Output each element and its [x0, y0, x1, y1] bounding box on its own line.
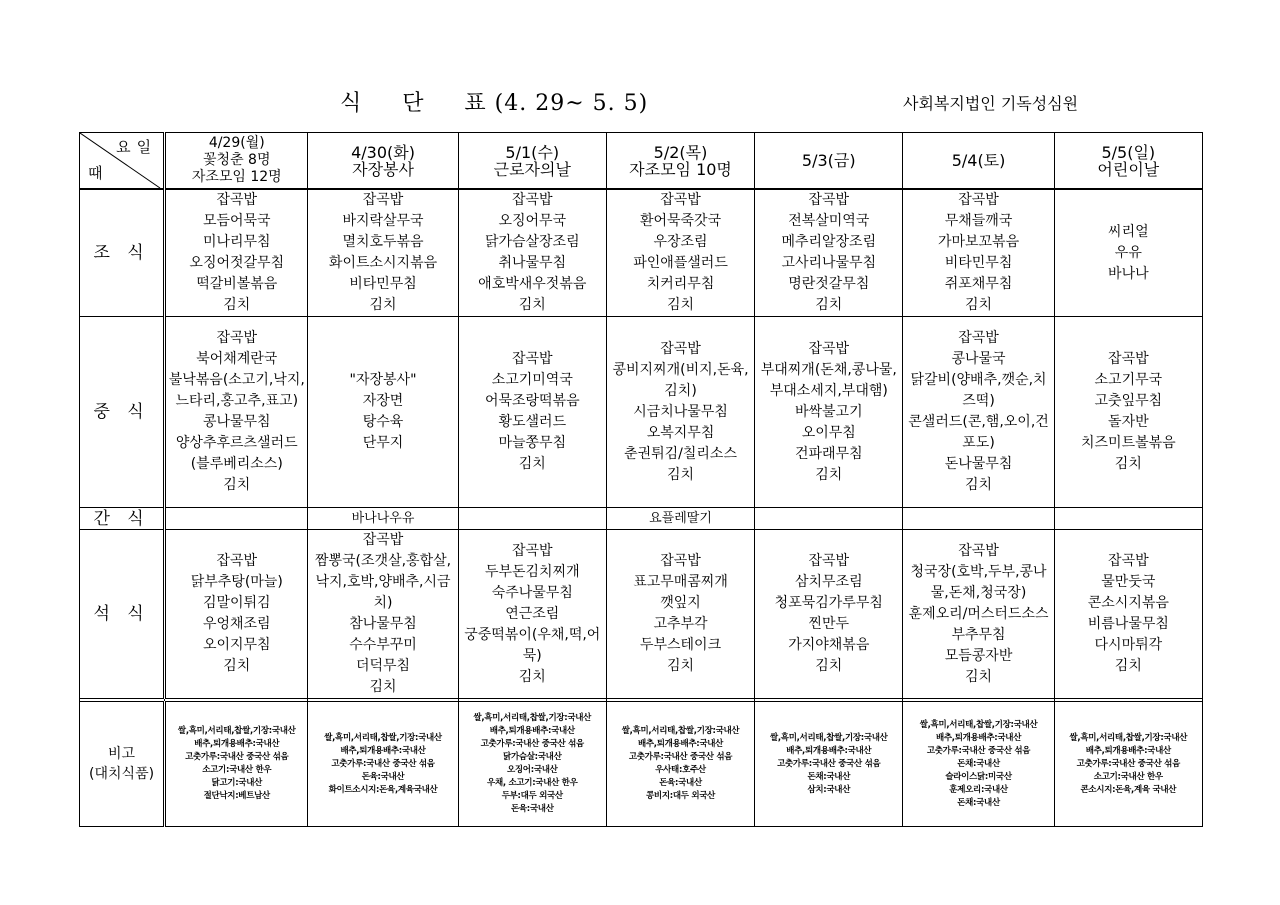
origin-line: 돈육:국내산	[510, 804, 554, 814]
menu-item: 무채들깨국	[944, 213, 1013, 229]
origin-line: 화이트소시지:돈육,계육국내산	[328, 784, 438, 795]
menu-item: 치즈미트볼볶음	[1081, 435, 1176, 451]
origin-line: 소고기:국내산 한우	[202, 765, 272, 775]
menu-item: 잡곡밥	[1108, 351, 1149, 367]
menu-item: 잡곡밥	[808, 192, 850, 208]
origin-line: 콩비지:대두 외국산	[646, 791, 716, 801]
menu-item: 두부스테이크	[639, 637, 722, 653]
menu-item: 소고기미역국	[491, 372, 573, 388]
menu-item: 콘샐러드(콘,햄,오이,건포도)	[908, 414, 1049, 451]
menu-item: 콩비지찌개(비지,돈육,김치)	[612, 361, 749, 399]
menu-item: 명란젓갈무침	[788, 276, 870, 292]
menu-item: 김치	[667, 466, 695, 483]
menu-item: 김치	[369, 679, 397, 695]
menu-cell	[606, 317, 754, 508]
menu-cell	[308, 530, 458, 699]
menu-cell	[755, 530, 903, 699]
day-header-line: 5/1(수)	[505, 142, 560, 162]
menu-item: 자장면	[362, 393, 404, 409]
menu-item: 잡곡밥	[958, 192, 999, 208]
day-header-line: 자조모임 10명	[629, 159, 732, 179]
menu-item: 오복지무침	[646, 424, 715, 441]
menu-item: 잡곡밥	[958, 330, 999, 346]
menu-item: 비타민무침	[349, 276, 417, 292]
menu-item: 훈제오리/머스터드소스	[908, 605, 1049, 622]
origin-line: 고춧가루:국내산 중국산 섞음	[628, 752, 733, 762]
origin-line: 고춧가루:국내산 중국산 섞음	[926, 745, 1031, 756]
menu-item: 고사리나물무침	[781, 255, 877, 271]
menu-cell	[308, 189, 458, 317]
menu-item: 김치	[518, 456, 546, 472]
menu-item: 비타민무침	[944, 255, 1013, 271]
menu-item: 우유	[1114, 244, 1142, 261]
menu-item: 김치	[815, 466, 843, 483]
origin-line: 쌀,흑미,서리태,찹쌀,기장:국내산	[919, 719, 1038, 730]
menu-item: 연근조림	[505, 605, 560, 622]
day-header-cell	[903, 133, 1054, 190]
menu-item: 잡곡밥	[216, 553, 258, 569]
menu-item: 부추무침	[951, 626, 1006, 643]
menu-table-body	[80, 133, 1203, 827]
page-title: 식 단 표 (4. 29~ 5. 5)	[340, 91, 649, 116]
origin-line: 쌀,흑미,서리태,찹쌀,기장:국내산	[324, 732, 442, 743]
menu-item: 가지야채볶음	[788, 637, 870, 653]
menu-item: 김치	[518, 297, 546, 313]
menu-item: 김치	[223, 658, 251, 674]
origin-line: 배추,퇴개용배추:국내산	[935, 732, 1022, 743]
origin-line: 돈채:국내산	[807, 771, 851, 782]
origin-line: 고춧가루:국내산 중국산 섞음	[480, 739, 584, 749]
menu-item: 북어채계란국	[196, 351, 278, 367]
menu-item: 청포묵김가루무침	[774, 595, 883, 611]
menu-item: 김치	[223, 297, 251, 313]
origin-line: 배추,퇴개용배추:국내산	[1085, 745, 1171, 756]
menu-item: 잡곡밥	[511, 542, 553, 559]
menu-item: 김치	[223, 477, 251, 493]
day-header-line: 4/29(월)	[208, 135, 265, 151]
menu-item: 어묵조랑떡볶음	[484, 393, 580, 409]
origin-cell	[165, 702, 308, 827]
menu-item: 김치	[965, 297, 993, 313]
menu-cell	[755, 189, 903, 317]
menu-cell	[308, 317, 458, 508]
day-header-cell	[165, 133, 308, 190]
menu-item: 돌자반	[1108, 414, 1149, 430]
origin-line: 돈육:국내산	[361, 771, 405, 782]
menu-item: 부대찌개(돈채,콩나물,부대소세지,부대햄)	[760, 361, 897, 399]
menu-cell	[165, 508, 308, 530]
menu-item: 요플레딸기	[649, 510, 712, 526]
menu-item: 잡곡밥	[958, 542, 999, 559]
menu-item: 잡곡밥	[216, 192, 258, 208]
origin-line: 소고기:국내산 한우	[1093, 771, 1163, 782]
meal-header-label: 때	[88, 164, 109, 182]
menu-item: 삼치무조림	[794, 574, 863, 590]
menu-item: 쥐포채무침	[944, 276, 1013, 292]
menu-item: 잡곡밥	[660, 553, 701, 569]
menu-item: 김치	[815, 658, 843, 674]
menu-item: 파인애플샐러드	[633, 255, 728, 271]
menu-item: 모듬콩자반	[944, 647, 1013, 664]
menu-item: 김치	[667, 658, 695, 674]
menu-item: 바나나	[1108, 265, 1149, 282]
origin-line: 훈제오리:국내산	[949, 784, 1008, 795]
menu-item: 궁중떡볶이(우채,떡,어묵)	[464, 626, 601, 664]
menu-cell	[903, 530, 1054, 699]
menu-item: 전복살미역국	[788, 213, 870, 229]
menu-item: 찐만두	[808, 616, 850, 632]
menu-item: 잡곡밥	[511, 192, 553, 208]
menu-item: 콘소시지볶음	[1087, 595, 1169, 611]
origin-label-line: (대치식품)	[89, 766, 155, 782]
menu-cell	[458, 530, 606, 699]
menu-item: 김치	[518, 668, 546, 685]
menu-item: 표고무매콤찌개	[633, 574, 728, 590]
menu-cell	[606, 189, 754, 317]
menu-cell	[458, 189, 606, 317]
menu-cell	[458, 317, 606, 508]
organization-name: 사회복지법인 기독성심원	[903, 94, 1079, 113]
day-header-line: 꽃청춘 8명	[203, 152, 271, 168]
menu-cell	[308, 508, 458, 530]
menu-item: 숙주나물무침	[491, 584, 573, 601]
menu-item: 잡곡밥	[511, 351, 553, 367]
menu-item: 떡갈비볼볶음	[196, 276, 278, 292]
meal-label: 간 식	[80, 508, 165, 530]
menu-item: 치커리무침	[646, 276, 715, 292]
menu-item: 김치	[667, 297, 695, 313]
origin-line: 우사태:호주산	[655, 765, 706, 775]
origin-cell	[755, 702, 903, 827]
day-header-cell	[308, 133, 458, 190]
menu-item: 애호박새우젓볶음	[478, 276, 587, 292]
origin-line: 쌀,흑미,서리태,찹쌀,기장:국내산	[1069, 732, 1188, 743]
origin-line: 배추,퇴개용배추:국내산	[489, 726, 575, 736]
menu-item: 잡곡밥	[362, 192, 404, 208]
day-header-line: 4/30(화)	[351, 142, 415, 162]
menu-item: 두부돈김치찌개	[484, 563, 580, 580]
menu-item: 건파래무침	[794, 445, 863, 462]
day-header-line: 어린이날	[1097, 159, 1160, 179]
day-header-line: 5/2(목)	[653, 142, 708, 162]
origin-line: 배추,퇴개용배추:국내산	[786, 745, 872, 756]
menu-item: 가마보꼬볶음	[937, 234, 1020, 250]
menu-table	[79, 132, 1203, 827]
menu-item: 불낙볶음(소고기,낙지,느타리,홍고추,표고)	[168, 372, 305, 409]
menu-item: 김치	[1114, 456, 1142, 472]
origin-label-line: 비고	[108, 746, 136, 762]
menu-cell	[755, 508, 903, 530]
origin-line: 배추,퇴개용배추:국내산	[340, 745, 426, 756]
day-header-line: 자장봉사	[352, 159, 414, 179]
menu-item: 잡곡밥	[808, 553, 850, 569]
menu-item: 짬뽕국(조갯살,홍합살,낙지,호박,양배추,시금치)	[314, 553, 452, 611]
menu-cell	[903, 189, 1054, 317]
day-header-cell	[1054, 133, 1202, 190]
day-header-cell	[755, 133, 903, 190]
origin-line: 돈육:국내산	[659, 778, 702, 788]
menu-cell	[606, 530, 754, 699]
menu-item: 우장조림	[653, 234, 708, 250]
origin-line: 고춧가루:국내산 중국산 섞음	[185, 752, 289, 762]
menu-item: 닭갈비(양배추,깻순,치즈떡)	[910, 372, 1047, 409]
menu-item: 잡곡밥	[362, 532, 404, 548]
origin-line: 우채, 소고기:국내산 한우	[487, 778, 578, 788]
menu-item: 물만둣국	[1101, 574, 1156, 590]
menu-item: 김말이튀김	[202, 595, 271, 611]
menu-item: 김치	[965, 668, 993, 685]
day-header-cell	[606, 133, 754, 190]
menu-item: 더덕무침	[355, 658, 411, 674]
meal-row	[80, 189, 1203, 317]
menu-item: 김치	[369, 297, 397, 313]
menu-item: 고추부각	[653, 616, 708, 632]
menu-item: 잡곡밥	[660, 192, 701, 208]
origin-line: 배추,퇴개용배추:국내산	[194, 739, 280, 749]
menu-item: 오이지무침	[202, 637, 271, 653]
meal-label: 석 식	[80, 530, 165, 699]
menu-item: 시금치나물무침	[633, 403, 728, 420]
menu-cell	[1054, 508, 1202, 530]
menu-item: 양상추후르츠샐러드(블루베리소스)	[175, 435, 298, 472]
origin-line: 쌀,흑미,서리태,찹쌀,기장:국내산	[177, 726, 296, 736]
menu-item: 단무지	[362, 435, 404, 451]
origin-line: 쌀,흑미,서리태,찹쌀,기장:국내산	[769, 732, 888, 743]
origin-cell	[458, 702, 606, 827]
day-header-line: 5/3(금)	[801, 151, 856, 170]
origin-cell	[308, 702, 458, 827]
menu-item: 닭부추탕(마늘)	[190, 574, 283, 590]
menu-item: 멸치호두볶음	[342, 234, 424, 250]
menu-item: 콩나물무침	[202, 414, 271, 430]
menu-cell	[755, 317, 903, 508]
menu-item: 씨리얼	[1108, 223, 1149, 240]
menu-item: 탕수육	[362, 414, 404, 430]
origin-line: 슬라이스닭:미국산	[945, 771, 1012, 782]
origin-line: 삼치:국내산	[807, 784, 851, 795]
meal-row	[80, 530, 1203, 699]
origin-line: 콘소시지:돈육,계육 국내산	[1080, 784, 1177, 795]
menu-item: 잡곡밥	[1108, 553, 1149, 569]
menu-item: 화이트소시지볶음	[328, 255, 438, 271]
origin-line: 닭고기:국내산	[211, 778, 263, 788]
menu-item: 우엉채조림	[202, 616, 271, 632]
menu-item: 잡곡밥	[660, 340, 701, 357]
menu-item: 바나나우유	[351, 510, 415, 526]
menu-item: 황도샐러드	[498, 414, 567, 430]
menu-item: 바지락살무국	[342, 213, 424, 229]
menu-cell	[903, 317, 1054, 508]
menu-item: 마늘쫑무침	[498, 435, 567, 451]
menu-item: 비름나물무침	[1087, 616, 1169, 632]
menu-item: 오징어젓갈무침	[189, 255, 285, 271]
meal-row	[80, 317, 1203, 508]
menu-item: 오징어무국	[498, 213, 567, 229]
day-header-line: 근로자의날	[493, 159, 571, 179]
origin-line: 돈채:국내산	[957, 758, 1000, 769]
menu-item: 청국장(호박,두부,콩나물,돈채,청국장)	[910, 563, 1047, 601]
origin-line: 돈채:국내산	[957, 797, 1000, 808]
menu-item: "자장봉사"	[349, 372, 417, 388]
menu-item: 취나물무침	[498, 255, 567, 271]
menu-item: 잡곡밥	[808, 340, 850, 357]
menu-item: 미나리무침	[202, 234, 271, 250]
origin-line: 절단낙지:베트남산	[203, 791, 270, 801]
header-row	[80, 133, 1203, 190]
menu-cell	[903, 508, 1054, 530]
day-header-line: 5/4(토)	[951, 151, 1006, 170]
day-header-line: 5/5(일)	[1101, 142, 1156, 162]
origin-cell	[606, 702, 754, 827]
menu-cell	[458, 508, 606, 530]
menu-item: 수수부꾸미	[349, 637, 417, 653]
menu-cell	[606, 508, 754, 530]
weekday-header-label: 요일	[116, 138, 158, 156]
menu-item: 참나물무침	[349, 616, 417, 632]
menu-item: 소고기무국	[1094, 372, 1163, 388]
menu-cell	[1054, 530, 1202, 699]
menu-item: 메추리알장조림	[781, 234, 877, 250]
menu-item: 바싹불고기	[794, 403, 863, 420]
origin-cell	[1054, 702, 1202, 827]
menu-item: 모듬어묵국	[202, 213, 271, 229]
corner-cell	[80, 133, 165, 190]
origin-line: 고춧가루:국내산 중국산 섞음	[331, 758, 435, 769]
origin-line: 고춧가루:국내산 중국산 섞음	[1076, 758, 1181, 769]
origin-line: 오징어:국내산	[506, 765, 558, 775]
menu-item: 잡곡밥	[216, 330, 258, 346]
menu-item: 돈나물무침	[944, 456, 1013, 472]
menu-cell	[165, 317, 308, 508]
menu-item: 고춧잎무침	[1094, 393, 1163, 409]
origin-cell	[903, 702, 1054, 827]
meal-label: 조 식	[80, 189, 165, 317]
origin-line: 닭가슴살:국내산	[503, 752, 562, 762]
origin-label	[80, 702, 165, 827]
origin-line: 고춧가루:국내산 중국산 섞음	[777, 758, 881, 769]
origin-line: 쌀,흑미,서리태,찹쌀,기장:국내산	[473, 713, 592, 723]
menu-cell	[1054, 189, 1202, 317]
origin-line: 배추,퇴개용배추:국내산	[637, 739, 724, 749]
menu-item: 콩나물국	[951, 351, 1006, 367]
menu-item: 환어묵죽갓국	[639, 213, 722, 229]
menu-item: 깻잎지	[660, 595, 701, 611]
origin-line: 쌀,흑미,서리태,찹쌀,기장:국내산	[621, 726, 740, 736]
day-header-cell	[458, 133, 606, 190]
menu-item: 김치	[965, 477, 993, 493]
menu-item: 김치	[815, 297, 843, 313]
menu-cell	[165, 530, 308, 699]
menu-item: 춘권튀김/칠리소스	[624, 445, 737, 462]
origin-row	[80, 702, 1203, 827]
meal-row	[80, 508, 1203, 530]
menu-cell	[165, 189, 308, 317]
meal-label: 중 식	[80, 317, 165, 508]
origin-line: 두부:대두 외국산	[501, 791, 563, 801]
menu-item: 김치	[1114, 658, 1142, 674]
menu-cell	[1054, 317, 1202, 508]
menu-item: 닭가슴살장조림	[484, 234, 580, 250]
menu-item: 다시마튀각	[1094, 637, 1163, 653]
day-header-line: 자조모임 12명	[191, 169, 282, 185]
menu-item: 오이무침	[801, 424, 856, 441]
